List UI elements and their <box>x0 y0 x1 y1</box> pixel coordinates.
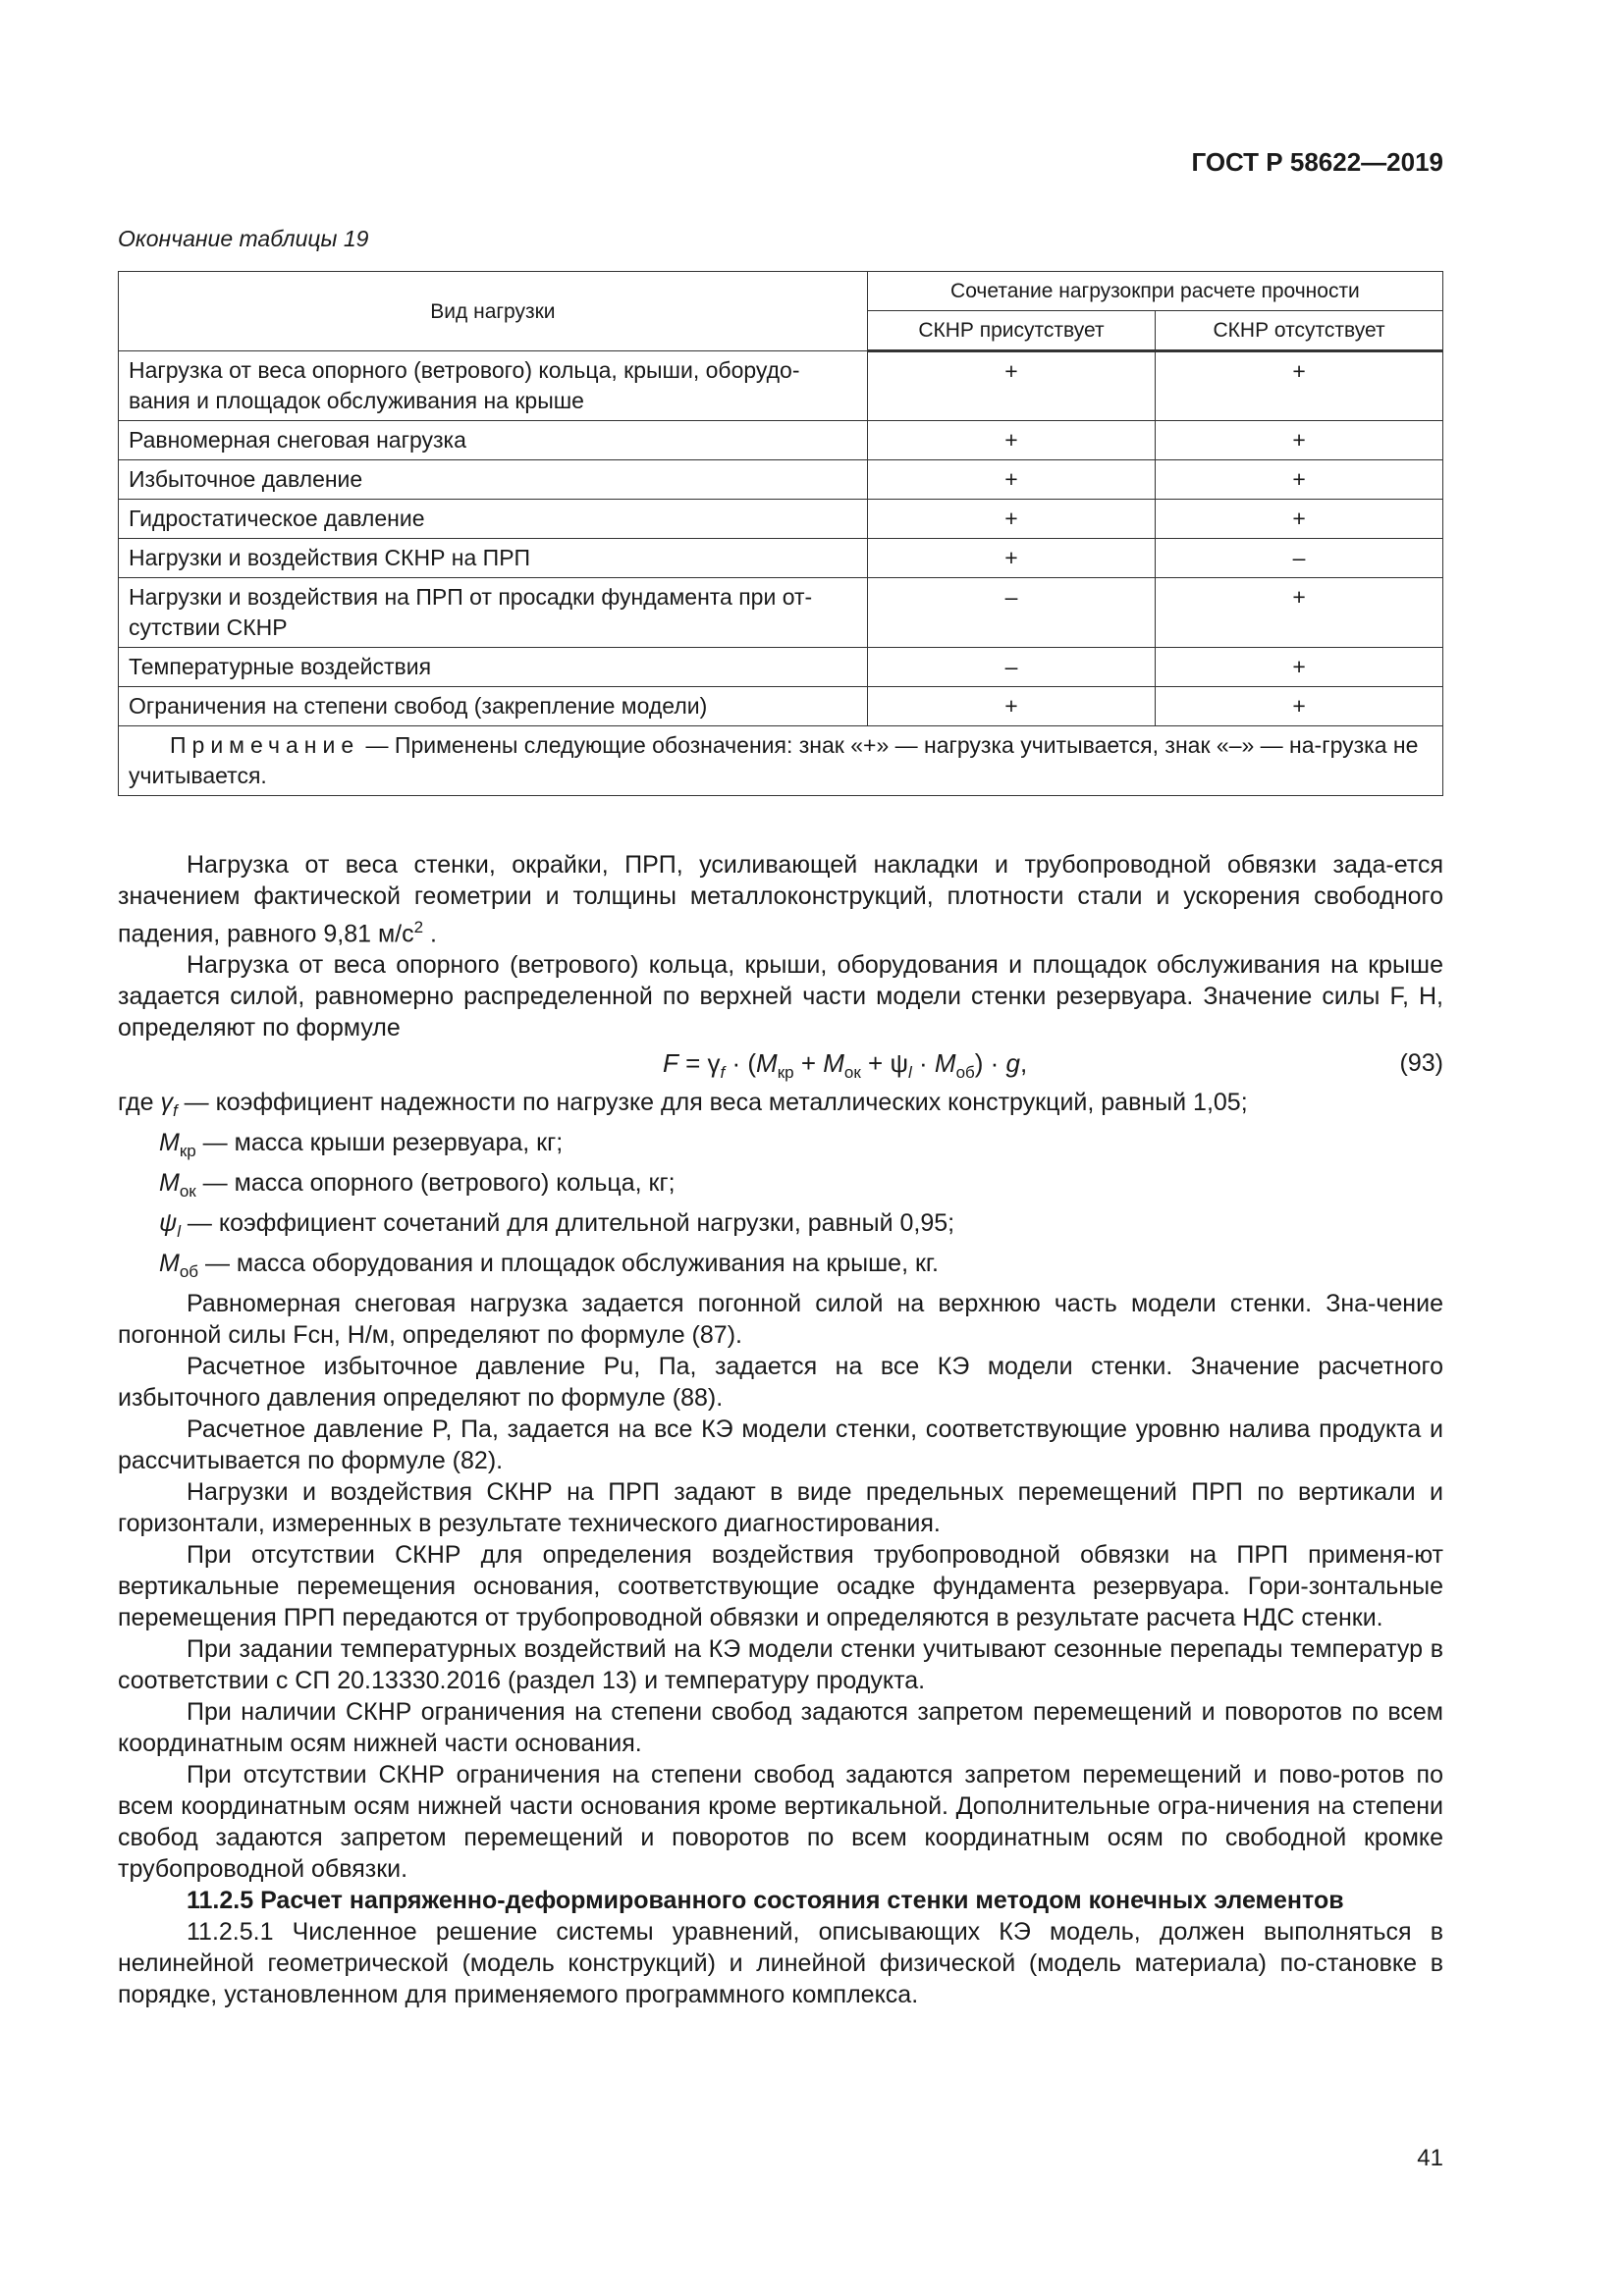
row-name: Нагрузки и воздействия на ПРП от просадки фундамента при от-сутствии СКНР <box>119 578 868 648</box>
loads-table <box>118 271 1443 796</box>
table-row <box>119 578 1443 648</box>
page-number: 41 <box>1417 2145 1443 2171</box>
where-item: где $\gamma_f$ — коэффициент надежности по нагрузке для веса металлических конструкций, равный 1,05; <box>118 1089 1248 1121</box>
table-note <box>119 726 1443 796</box>
where-item: $M_{ок}$ — масса опорного (ветрового) кольца, кг; <box>159 1169 676 1201</box>
row-absent: + <box>1156 421 1443 460</box>
row-absent: + <box>1156 460 1443 500</box>
row-name: Температурные воздействия <box>119 648 868 687</box>
row-absent: – <box>1156 539 1443 578</box>
paragraph: Нагрузки и воздействия СКНР на ПРП задают в виде предельных перемещений ПРП по вертикали и горизонтали, измеренных в результате технического диагностирования. <box>118 1478 1443 1538</box>
table-row <box>119 539 1443 578</box>
table-row <box>119 648 1443 687</box>
row-name: Равномерная снеговая нагрузка <box>119 421 868 460</box>
formula-line <box>118 1047 1443 1087</box>
paragraph: При отсутствии СКНР ограничения на степени свобод задаются запретом перемещений и пово-ротов по всем координатным осям нижней части основания кроме вертикальной. Дополнительные огра-ничения на степени свобод задаются запретом перемещений и поворотов по всем координатным осям по свободной кромке трубопроводной обвязки. <box>118 1761 1443 1884</box>
table-row <box>119 421 1443 460</box>
table-row <box>119 500 1443 539</box>
row-absent: + <box>1156 578 1443 648</box>
row-name: Ограничения на степени свобод (закрепление модели) <box>119 687 868 726</box>
row-present: – <box>867 578 1155 648</box>
paragraph: Расчетное избыточное давление Pu, Па, задается на все КЭ модели стенки. Значение расчетного избыточного давления определяют по формуле (88). <box>118 1353 1443 1413</box>
formula-93: $F = \gamma_f \cdot (M_{кр} + M_{ок} + \psi_l \cdot M_{об}) \cdot g$, <box>663 1048 1028 1083</box>
paragraph: Расчетное давление P, Па, задается на все КЭ модели стенки, соответствующие уровню налива продукта и рассчитывается по формуле (82). <box>118 1415 1443 1475</box>
row-absent: + <box>1156 500 1443 539</box>
note-text: — Применены следующие обозначения: знак «+» — нагрузка учитывается, знак «–» — на-грузка не учитывается. <box>129 732 1419 788</box>
paragraph: При отсутствии СКНР для определения воздействия трубопроводной обвязки на ПРП применя-ют вертикальные перемещения основания, соответствующие осадке фундамента резервуара. Гори-зонтальные перемещения ПРП передаются от трубопроводной обвязки и определяются в результате расчета НДС стенки. <box>118 1541 1443 1632</box>
row-present: + <box>867 460 1155 500</box>
table-row <box>119 460 1443 500</box>
row-present: + <box>867 421 1155 460</box>
paragraph: Нагрузка от веса стенки, окрайки, ПРП, усиливающей накладки и трубопроводной обвязки зада-ется значением фактической геометрии и толщины металлоконструкций, плотности стали и ускорения свободного падения, равного 9,81 $м/с^2$ . <box>118 851 1443 948</box>
paragraph: 11.2.5.1 Численное решение системы уравнений, описывающих КЭ модель, должен выполняться в нелинейной геометрической (модель конструкций) и линейной физической (модель материала) по-становке в порядке, установленном для применяемого программного комплекса. <box>118 1918 1443 2009</box>
note-label: Примечание <box>170 732 360 758</box>
where-item: $\psi_l$ — коэффициент сочетаний для длительной нагрузки, равный 0,95; <box>159 1209 955 1242</box>
document-code: ГОСТ Р 58622—2019 <box>1191 147 1443 177</box>
paragraph: Нагрузка от веса опорного (ветрового) кольца, крыши, оборудования и площадок обслуживания на крыше задается силой, равномерно распределенной по верхней части модели стенки резервуара. Значение силы F, Н, определяют по формуле <box>118 951 1443 1042</box>
row-name: Нагрузки и воздействия СКНР на ПРП <box>119 539 868 578</box>
row-present: + <box>867 500 1155 539</box>
table-note-row <box>119 726 1443 796</box>
formula-number: (93) <box>1399 1049 1443 1078</box>
col-header-load-type: Вид нагрузки <box>119 272 868 351</box>
col-header-absent: СКНР отсутствует <box>1156 311 1443 351</box>
row-absent: + <box>1156 648 1443 687</box>
paragraph: При задании температурных воздействий на КЭ модели стенки учитывают сезонные перепады температур в соответствии с СП 20.13330.2016 (раздел 13) и температуру продукта. <box>118 1635 1443 1695</box>
table-row <box>119 687 1443 726</box>
paragraph: Равномерная снеговая нагрузка задается погонной силой на верхнюю часть модели стенки. Зна-чение погонной силы Fсн, Н/м, определяют по формуле (87). <box>118 1290 1443 1350</box>
row-name: Гидростатическое давление <box>119 500 868 539</box>
col-header-group: Сочетание нагрузокпри расчете прочности <box>867 272 1442 311</box>
where-item: $M_{об}$ — масса оборудования и площадок обслуживания на крыше, кг. <box>159 1250 939 1282</box>
row-absent: + <box>1156 687 1443 726</box>
row-present: + <box>867 539 1155 578</box>
row-present: + <box>867 351 1155 421</box>
paragraph: При наличии СКНР ограничения на степени свобод задаются запретом перемещений и поворотов по всем координатным осям нижней части основания. <box>118 1698 1443 1758</box>
row-name: Нагрузка от веса опорного (ветрового) кольца, крыши, оборудо-вания и площадок обслуживания на крыше <box>119 351 868 421</box>
body-text <box>118 849 1443 2010</box>
table-row <box>119 351 1443 421</box>
row-present: – <box>867 648 1155 687</box>
section-heading: 11.2.5 Расчет напряженно-деформированного состояния стенки методом конечных элементов <box>187 1887 1344 1915</box>
where-item: $M_{кр}$ — масса крыши резервуара, кг; <box>159 1129 564 1161</box>
col-header-present: СКНР присутствует <box>867 311 1155 351</box>
row-name: Избыточное давление <box>119 460 868 500</box>
row-absent: + <box>1156 351 1443 421</box>
table-caption: Окончание таблицы 19 <box>118 226 369 251</box>
row-present: + <box>867 687 1155 726</box>
